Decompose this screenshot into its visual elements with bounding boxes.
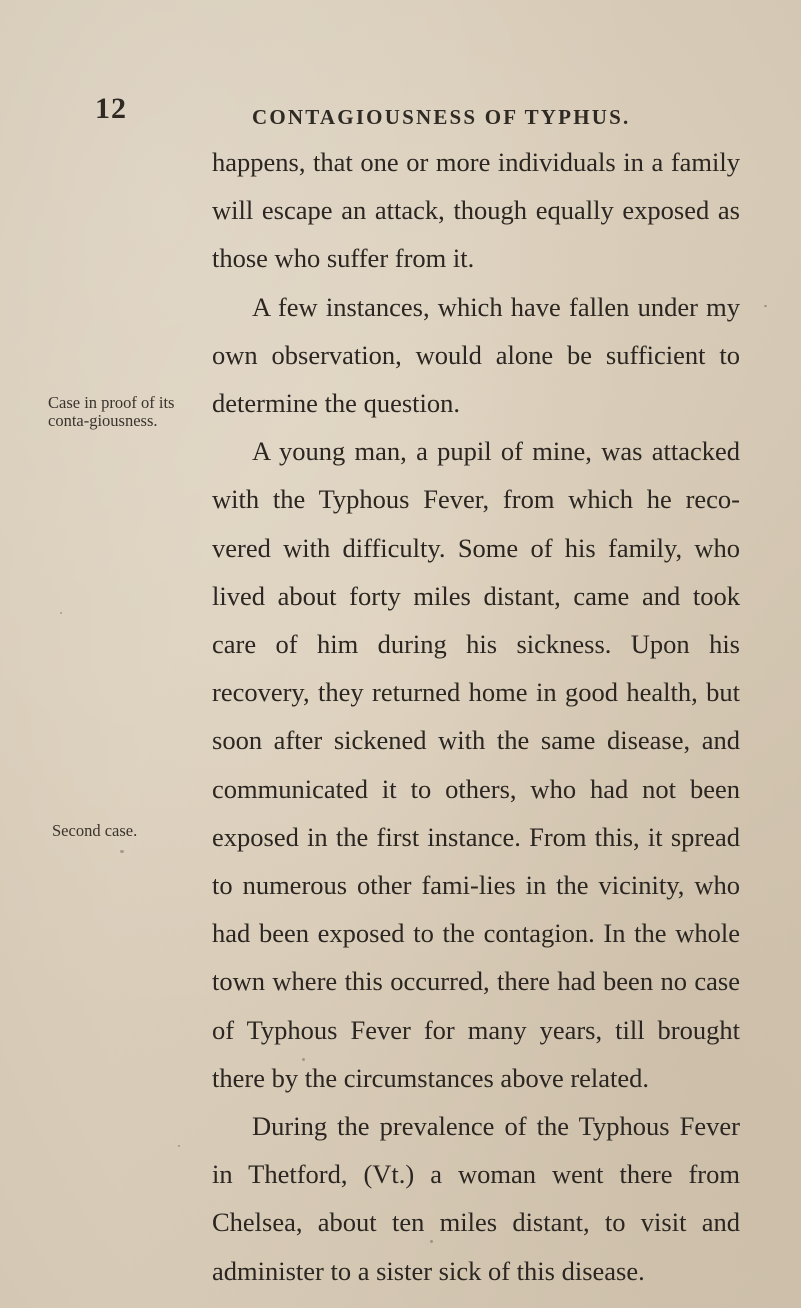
paper-speck [60, 612, 62, 614]
paper-speck [120, 850, 124, 853]
paper-speck [764, 305, 767, 307]
margin-note-proof: Case in proof of its conta-giousness. [48, 393, 175, 430]
margin-note-second-case: Second case. [52, 821, 138, 840]
paragraph-observations: A few instances, which have fallen under my own observation, would alone be sufficient to determine the question. [212, 291, 740, 419]
page-number: 12 [95, 92, 127, 125]
paper-speck [178, 1145, 180, 1147]
running-head: CONTAGIOUSNESS OF TYPHUS. [252, 105, 631, 129]
paragraph-second-case: During the prevalence of the Typhous Fever in Thetford, (Vt.) a woman went there from Chelsea, about ten miles distant, to visit and administer to a sister sick of this disease. [212, 1111, 740, 1286]
paragraph-continuation: happens, that one or more individuals in a family will escape an attack, though equally exposed as those who suffer from it. [212, 147, 740, 274]
paper-speck [302, 1058, 305, 1061]
paragraph-first-case: A young man, a pupil of mine, was attacked with the Typhous Fever, from which he reco-vered with difficulty. Some of his family, who lived about forty miles distant, came and took care of him during his sickness. Upon his recovery, they returned home in good health, but soon after sickened with the same disease, and communicated it to others, who had not been exposed in the first instance. From this, it spread to numerous other fami-lies in the vicinity, who had been exposed to the contagion. In the whole town where this occurred, there had been no case of Typhous Fever for many years, till brought there by the circumstances above related. [212, 436, 740, 1093]
body-text [212, 138, 740, 1295]
paper-speck [430, 1240, 433, 1243]
